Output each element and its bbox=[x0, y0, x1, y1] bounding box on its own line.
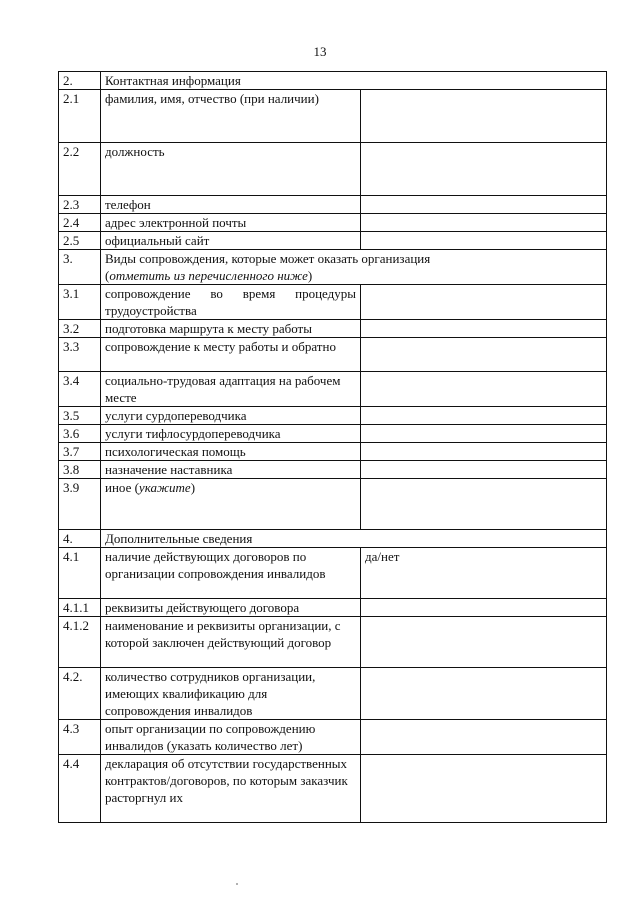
table-row bbox=[59, 196, 607, 214]
row-label: сопровождение во время процедуры трудоустройства bbox=[101, 285, 361, 320]
table-row bbox=[59, 320, 607, 338]
row-label: назначение наставника bbox=[101, 461, 361, 479]
row-value-field[interactable] bbox=[361, 232, 607, 250]
row-value-field[interactable]: да/нет bbox=[361, 548, 607, 599]
row-number: 3.1 bbox=[59, 285, 101, 320]
table-row bbox=[59, 285, 607, 320]
table-row bbox=[59, 90, 607, 143]
row-number: 4. bbox=[59, 530, 101, 548]
table-row bbox=[59, 72, 607, 90]
section-note-close: ) bbox=[307, 268, 313, 283]
row-number: 3.8 bbox=[59, 461, 101, 479]
table-row bbox=[59, 461, 607, 479]
row-label: услуги сурдопереводчика bbox=[101, 407, 361, 425]
row-label: наименование и реквизиты организации, с которой заключен действующий договор bbox=[101, 617, 361, 668]
organization-form-table bbox=[58, 71, 607, 823]
table-row bbox=[59, 530, 607, 548]
row-number: 3.2 bbox=[59, 320, 101, 338]
row-label: официальный сайт bbox=[101, 232, 361, 250]
section-heading: Контактная информация bbox=[101, 72, 607, 90]
table-row bbox=[59, 407, 607, 425]
row-number: 4.3 bbox=[59, 720, 101, 755]
row-value-field[interactable] bbox=[361, 461, 607, 479]
row-number: 2.3 bbox=[59, 196, 101, 214]
row-number: 4.4 bbox=[59, 755, 101, 823]
row-value-field[interactable] bbox=[361, 617, 607, 668]
table-row bbox=[59, 250, 607, 285]
section-heading-text: Виды сопровождения, которые может оказать организация bbox=[105, 251, 431, 266]
row-number: 4.1.1 bbox=[59, 599, 101, 617]
row-number: 3.9 bbox=[59, 479, 101, 530]
row-label: должность bbox=[101, 143, 361, 196]
scan-speck bbox=[236, 883, 238, 885]
table-row bbox=[59, 720, 607, 755]
row-number: 4.2. bbox=[59, 668, 101, 720]
table-row bbox=[59, 755, 607, 823]
row-label-text: иное ( bbox=[105, 480, 139, 495]
row-value-field[interactable] bbox=[361, 668, 607, 720]
row-number: 3.3 bbox=[59, 338, 101, 372]
table-row bbox=[59, 232, 607, 250]
row-value-field[interactable] bbox=[361, 214, 607, 232]
row-number: 3.7 bbox=[59, 443, 101, 461]
table-row bbox=[59, 479, 607, 530]
row-label: сопровождение к месту работы и обратно bbox=[101, 338, 361, 372]
section-note-open: ( bbox=[105, 268, 110, 283]
row-label: социально-трудовая адаптация на рабочем месте bbox=[101, 372, 361, 407]
row-label: подготовка маршрута к месту работы bbox=[101, 320, 361, 338]
section-note: отметить из перечисленного ниже bbox=[109, 268, 308, 283]
table-row bbox=[59, 548, 607, 599]
row-value-field[interactable] bbox=[361, 443, 607, 461]
row-value-field[interactable] bbox=[361, 479, 607, 530]
row-label: декларация об отсутствии государственных контрактов/договоров, по которым заказчик расторгнул их bbox=[101, 755, 361, 823]
row-number: 3.6 bbox=[59, 425, 101, 443]
row-value-field[interactable] bbox=[361, 599, 607, 617]
row-number: 2.5 bbox=[59, 232, 101, 250]
section-heading: Дополнительные сведения bbox=[101, 530, 607, 548]
row-value-field[interactable] bbox=[361, 196, 607, 214]
row-label: адрес электронной почты bbox=[101, 214, 361, 232]
row-number: 2. bbox=[59, 72, 101, 90]
row-number: 3.4 bbox=[59, 372, 101, 407]
table-row bbox=[59, 214, 607, 232]
row-value-field[interactable] bbox=[361, 143, 607, 196]
row-label: услуги тифлосурдопереводчика bbox=[101, 425, 361, 443]
row-label: количество сотрудников организации, имеющих квалификацию для сопровождения инвалидов bbox=[101, 668, 361, 720]
row-label: опыт организации по сопровождению инвалидов (указать количество лет) bbox=[101, 720, 361, 755]
row-label: фамилия, имя, отчество (при наличии) bbox=[101, 90, 361, 143]
table-row bbox=[59, 425, 607, 443]
row-number: 4.1.2 bbox=[59, 617, 101, 668]
row-value-field[interactable] bbox=[361, 338, 607, 372]
row-number: 2.4 bbox=[59, 214, 101, 232]
row-value-field[interactable] bbox=[361, 407, 607, 425]
row-number: 2.1 bbox=[59, 90, 101, 143]
row-label: психологическая помощь bbox=[101, 443, 361, 461]
row-label: реквизиты действующего договора bbox=[101, 599, 361, 617]
row-number: 3. bbox=[59, 250, 101, 285]
row-value-field[interactable] bbox=[361, 320, 607, 338]
section-heading bbox=[101, 250, 607, 285]
row-label: телефон bbox=[101, 196, 361, 214]
table-row bbox=[59, 443, 607, 461]
row-value-field[interactable] bbox=[361, 285, 607, 320]
row-value-field[interactable] bbox=[361, 425, 607, 443]
table-row bbox=[59, 617, 607, 668]
row-number: 2.2 bbox=[59, 143, 101, 196]
table-row bbox=[59, 338, 607, 372]
page-number: 13 bbox=[313, 44, 327, 59]
row-value-field[interactable] bbox=[361, 755, 607, 823]
table-row bbox=[59, 143, 607, 196]
row-label-close: ) bbox=[190, 480, 196, 495]
row-label: наличие действующих договоров по организации сопровождения инвалидов bbox=[101, 548, 361, 599]
row-label bbox=[101, 479, 361, 530]
row-value-field[interactable] bbox=[361, 720, 607, 755]
row-number: 4.1 bbox=[59, 548, 101, 599]
row-value-field[interactable] bbox=[361, 372, 607, 407]
table-row bbox=[59, 372, 607, 407]
table-row bbox=[59, 668, 607, 720]
row-number: 3.5 bbox=[59, 407, 101, 425]
row-value-field[interactable] bbox=[361, 90, 607, 143]
row-label-italic: укажите bbox=[138, 480, 191, 495]
table-row bbox=[59, 599, 607, 617]
